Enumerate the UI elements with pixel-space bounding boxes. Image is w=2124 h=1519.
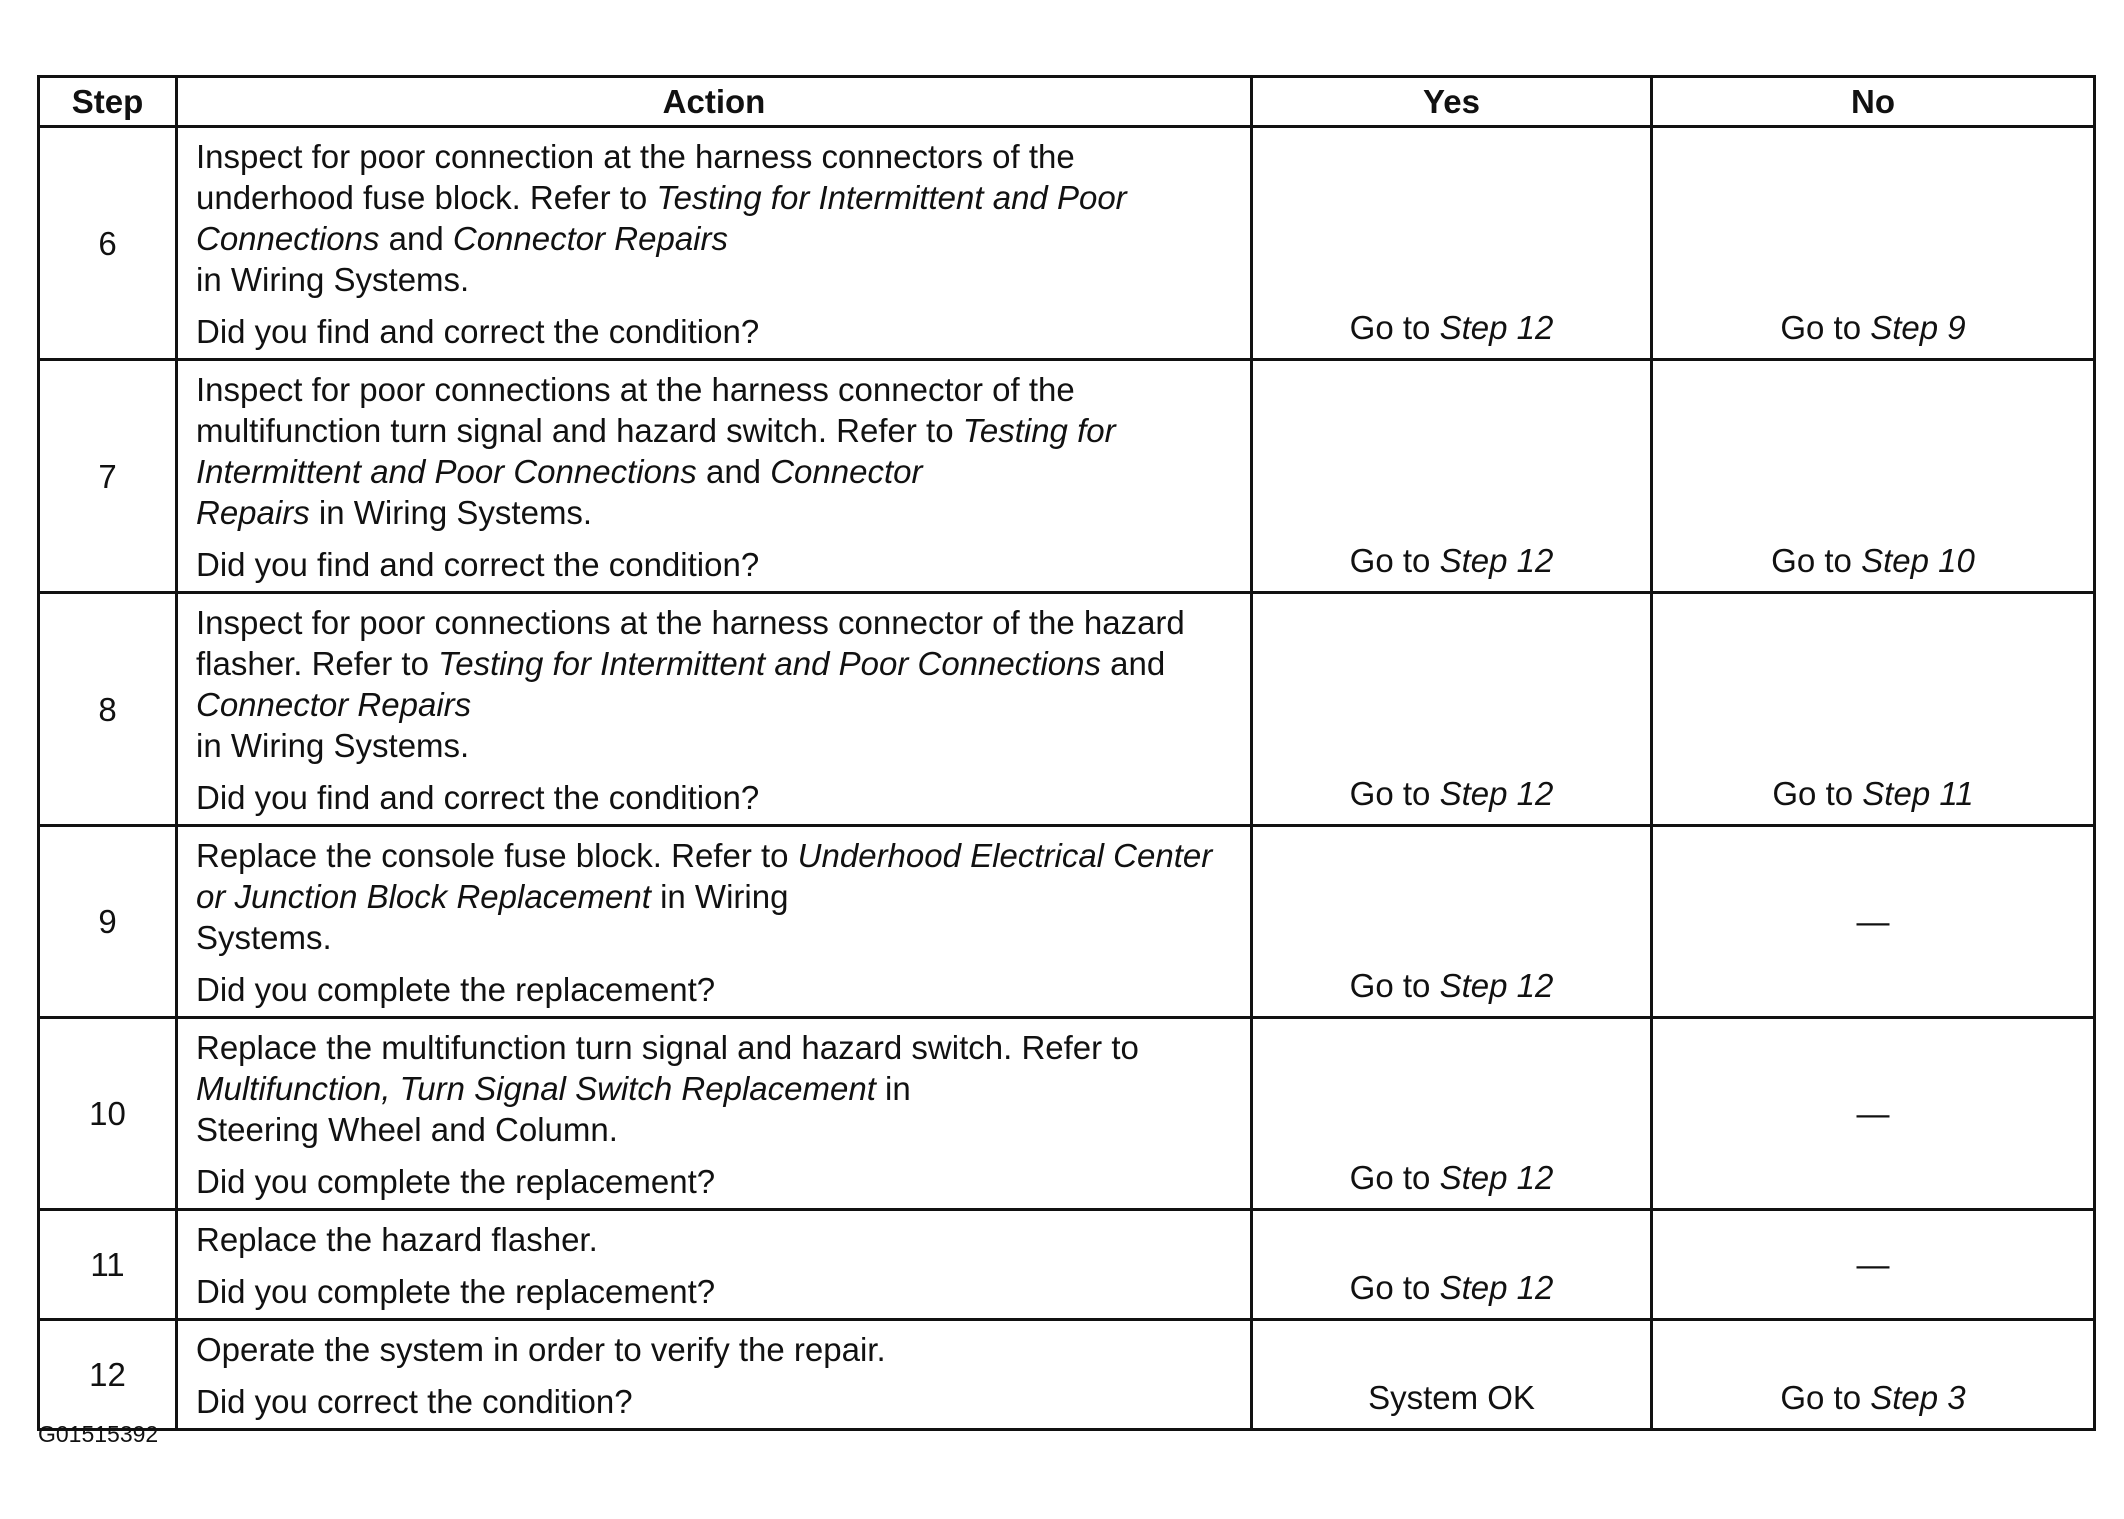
cross-reference: Multifunction, Turn Signal Switch Replacement — [196, 1070, 876, 1107]
text-segment: Go to — [1771, 542, 1862, 579]
text-segment: — — [1856, 1095, 1890, 1132]
no-result — [1652, 360, 2095, 593]
text-segment: Go to — [1780, 309, 1871, 346]
text-segment: Go to — [1780, 1379, 1871, 1416]
action-question: Did you correct the condition? — [196, 1383, 633, 1420]
text-segment: in — [875, 1070, 911, 1107]
table-row — [39, 1320, 2095, 1430]
header-step: Step — [39, 77, 177, 127]
text-segment: in Wiring — [650, 878, 789, 915]
text-segment: and — [1100, 645, 1166, 682]
text-segment: Go to — [1349, 967, 1440, 1004]
text-segment: Go to — [1349, 542, 1440, 579]
action-question: Did you find and correct the condition? — [196, 779, 760, 816]
text-segment: — — [1856, 1246, 1890, 1283]
step-number: 9 — [39, 826, 177, 1018]
yes-result — [1252, 1210, 1652, 1320]
action-instruction — [196, 602, 1234, 766]
cross-reference: Connector Repairs — [452, 220, 728, 257]
cross-reference: Connector Repairs — [196, 686, 472, 723]
action-instruction — [196, 1027, 1234, 1150]
action-cell — [177, 1210, 1252, 1320]
yes-result — [1252, 1320, 1652, 1430]
yes-result — [1252, 826, 1652, 1018]
cross-reference: Testing for Intermittent and Poor Connections — [438, 645, 1101, 682]
cross-reference: Step 11 — [1862, 775, 1974, 812]
text-segment: Replace the console fuse block. Refer to — [196, 837, 798, 874]
text-segment: Go to — [1349, 775, 1440, 812]
text-segment: Go to — [1349, 1269, 1440, 1306]
action-instruction — [196, 369, 1234, 533]
step-number: 6 — [39, 127, 177, 360]
action-question: Did you complete the replacement? — [196, 1273, 716, 1310]
action-cell — [177, 127, 1252, 360]
action-question: Did you find and correct the condition? — [196, 546, 760, 583]
yes-result — [1252, 1018, 1652, 1210]
table-row — [39, 360, 2095, 593]
diagnostic-table — [37, 75, 2096, 1431]
table-body — [39, 127, 2095, 1430]
cross-reference: Step 12 — [1439, 967, 1554, 1004]
yes-result — [1252, 127, 1652, 360]
step-number: 10 — [39, 1018, 177, 1210]
yes-result — [1252, 360, 1652, 593]
text-segment: System OK — [1368, 1379, 1535, 1416]
action-question: Did you find and correct the condition? — [196, 313, 760, 350]
cross-reference: Step 12 — [1439, 775, 1554, 812]
cross-reference: Step 12 — [1439, 542, 1554, 579]
no-result — [1652, 1210, 2095, 1320]
header-row — [39, 77, 2095, 127]
cross-reference: Step 10 — [1861, 542, 1975, 579]
step-number: 8 — [39, 593, 177, 826]
step-number: 7 — [39, 360, 177, 593]
cross-reference: Step 12 — [1439, 309, 1554, 346]
action-instruction — [196, 1329, 1234, 1370]
text-segment: Inspect for poor connections at the harness connector of the hazard flasher. Refer to — [196, 604, 1185, 682]
action-cell — [177, 360, 1252, 593]
action-cell — [177, 1018, 1252, 1210]
no-result — [1652, 826, 2095, 1018]
action-cell — [177, 1320, 1252, 1430]
text-segment: Replace the multifunction turn signal and hazard switch. Refer to — [196, 1029, 1139, 1066]
action-instruction — [196, 136, 1234, 300]
action-instruction — [196, 835, 1234, 958]
table-row — [39, 826, 2095, 1018]
text-segment: in Wiring Systems. — [196, 261, 470, 298]
text-segment: in Wiring Systems. — [309, 494, 593, 531]
action-cell — [177, 826, 1252, 1018]
action-question: Did you complete the replacement? — [196, 1163, 716, 1200]
cross-reference: Step 12 — [1439, 1159, 1554, 1196]
cross-reference: Repairs — [196, 494, 310, 531]
table-row — [39, 1210, 2095, 1320]
table-row — [39, 593, 2095, 826]
no-result — [1652, 593, 2095, 826]
yes-result — [1252, 593, 1652, 826]
cross-reference: Underhood Electrical Center or Junction Block Replacement — [196, 837, 1213, 915]
cross-reference: Testing for Intermittent and Poor Connections — [196, 412, 1116, 490]
figure-id: G01515392 — [38, 1421, 159, 1447]
table-row — [39, 1018, 2095, 1210]
text-segment: and — [379, 220, 453, 257]
no-result — [1652, 1320, 2095, 1430]
header-action: Action — [177, 77, 1252, 127]
text-segment: Inspect for poor connections at the harness connector of the multifunction turn signal and hazard switch. Refer to — [196, 371, 1075, 449]
text-segment: Systems. — [196, 919, 332, 956]
text-segment: and — [696, 453, 771, 490]
header-no: No — [1652, 77, 2095, 127]
table-row — [39, 127, 2095, 360]
cross-reference: Testing for Intermittent and Poor Connections — [196, 179, 1127, 257]
action-question: Did you complete the replacement? — [196, 971, 716, 1008]
header-yes: Yes — [1252, 77, 1652, 127]
text-segment: Steering Wheel and Column. — [196, 1111, 618, 1148]
cross-reference: Step 12 — [1439, 1269, 1554, 1306]
text-segment: Operate the system in order to verify the repair. — [196, 1331, 886, 1368]
text-segment: — — [1856, 903, 1890, 940]
step-number: 11 — [39, 1210, 177, 1320]
step-number: 12 — [39, 1320, 177, 1430]
text-segment: Go to — [1349, 1159, 1440, 1196]
no-result — [1652, 1018, 2095, 1210]
cross-reference: Step 9 — [1870, 309, 1966, 346]
text-segment: Go to — [1349, 309, 1440, 346]
action-instruction — [196, 1219, 1234, 1260]
text-segment: Go to — [1772, 775, 1863, 812]
text-segment: Inspect for poor connection at the harness connectors of the underhood fuse block. Refer to — [196, 138, 1075, 216]
action-cell — [177, 593, 1252, 826]
no-result — [1652, 127, 2095, 360]
cross-reference: Connector — [770, 453, 923, 490]
cross-reference: Step 3 — [1870, 1379, 1966, 1416]
text-segment: Replace the hazard flasher. — [196, 1221, 598, 1258]
text-segment: in Wiring Systems. — [196, 727, 470, 764]
